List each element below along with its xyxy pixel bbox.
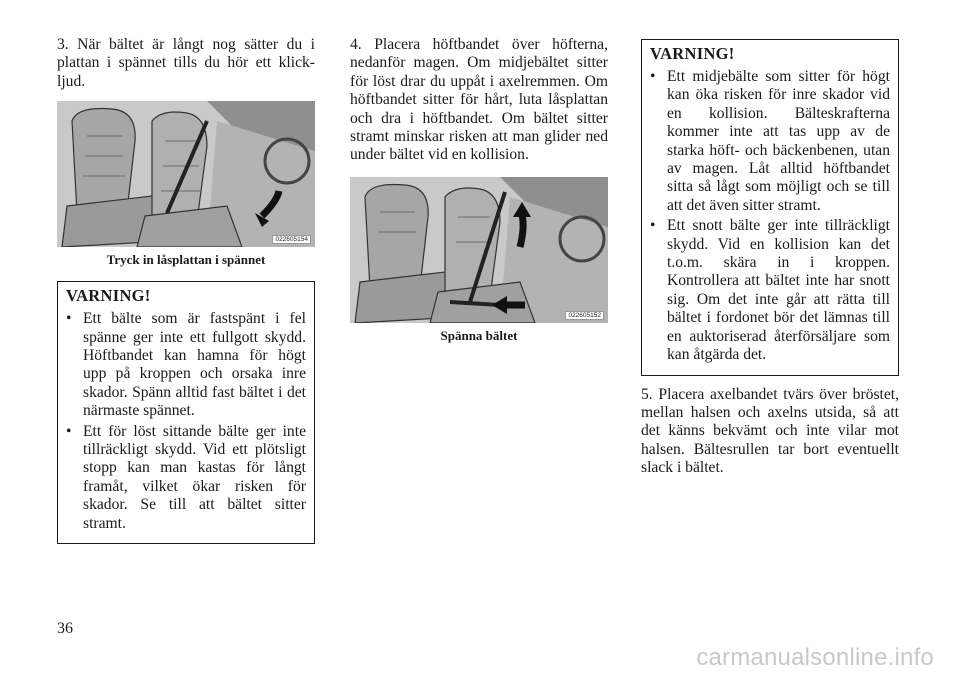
warning-item: • Ett midjebälte som sitter för högt kan öka risken för inre skador vid en kollision. Bälteskrafterna kommer inte att tas upp av de starka höft- och bäckenbenen, utan av magen. Låt alltid höftbandet sitta så lågt som möjligt och se till att det även sitter stramt. <box>650 68 890 215</box>
seat-illustration-1 <box>57 101 315 247</box>
step-5-text: 5. Placera axelbandet tvärs över bröstet, mellan halsen och axelns utsida, så att det känns bekvämt och inte vilar mot halsen. Bältesrullen tar bort eventuellt slack i bältet. <box>641 385 899 477</box>
warning-item: • Ett bälte som är fastspänt i fel spänne ger inte ett fullgott skydd. Höftbandet kan hamna för högt upp på kroppen och orsaka inre skador. Spänn alltid fast bältet i det närmaste spännet. <box>66 310 306 420</box>
column-middle <box>350 36 608 344</box>
warning-title: VARNING! <box>650 44 735 63</box>
figure-buckle-insert <box>57 101 315 247</box>
warning-title: VARNING! <box>66 286 151 306</box>
figure-id: 022605154 <box>272 235 311 244</box>
seat-illustration-2 <box>350 177 608 323</box>
figure-fasten-belt <box>350 177 608 323</box>
warning-box <box>641 39 899 376</box>
page-number: 36 <box>57 620 73 637</box>
watermark[interactable]: carmanualsonline.info <box>696 644 934 671</box>
warning-box <box>57 281 315 544</box>
figure-caption: Tryck in låsplattan i spännet <box>106 252 266 268</box>
warning-list <box>650 68 890 365</box>
step-3-text: 3. När bältet är långt nog sätter du i plattan i spännet tills du hör ett klick-ljud. <box>57 36 315 90</box>
warning-item: • Ett för löst sittande bälte ger inte tillräckligt skydd. Vid ett plötsligt stopp kan man kastas för långt framåt, vilket ökar risken för skador. Se till att bältet sitter stramt. <box>66 423 306 533</box>
figure-id: 022605152 <box>565 311 604 320</box>
figure-caption: Spänna bältet <box>440 327 518 343</box>
column-left <box>57 36 315 544</box>
warning-list <box>66 310 306 533</box>
step-4-text: 4. Placera höftbandet över höfterna, nedanför magen. Om midjebältet sitter för löst drar du uppåt i axelremmen. Om höftbandet sitter för hårt, luta låsplattan och dra i höftbandet. Om bältet sitter stramt minskar risken att man glider ned under bältet vid en kollision. <box>350 36 608 164</box>
warning-item: • Ett snott bälte ger inte tillräckligt skydd. Vid en kollision kan det t.o.m. skära in i kroppen. Kontrollera att bältet inte har snott sig. Om det inte går att rätta till bältet i fordonet bör det lämnas till en auktoriserad återförsäljare som kan åtgärda det. <box>650 217 890 364</box>
column-right <box>641 39 899 478</box>
